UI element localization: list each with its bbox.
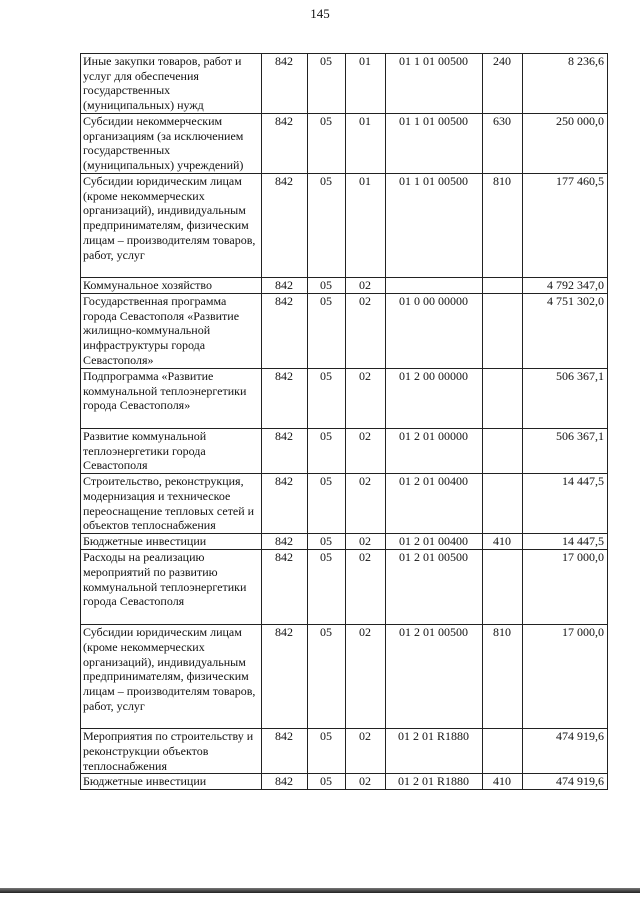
row-sum: 474 919,6 [523,774,608,790]
row-razdel: 05 [308,474,346,534]
row-sum: 177 460,5 [523,174,608,278]
row-sum: 14 447,5 [523,534,608,550]
row-sum: 4 751 302,0 [523,294,608,369]
row-csr: 01 2 01 00500 [386,550,483,625]
row-vedomstvo: 842 [262,625,308,729]
row-sum: 4 792 347,0 [523,278,608,294]
row-vr: 410 [483,534,523,550]
table-row [81,174,608,278]
row-name: Иные закупки товаров, работ и услуг для обеспечения государственных (муниципальных) нужд [81,54,262,114]
table-row [81,550,608,625]
row-name: Субсидии юридическим лицам (кроме некоммерческих организаций), индивидуальным предпринимателям, физическим лицам – производителям товаров, работ, услуг [81,625,262,729]
budget-table [80,53,608,790]
table-row [81,474,608,534]
row-razdel: 05 [308,429,346,474]
table-row [81,294,608,369]
row-name: Субсидии юридическим лицам (кроме некоммерческих организаций), индивидуальным предпринимателям, физическим лицам – производителям товаров, работ, услуг [81,174,262,278]
row-vedomstvo: 842 [262,369,308,429]
row-razdel: 05 [308,550,346,625]
row-vr [483,550,523,625]
row-csr: 01 2 01 00500 [386,625,483,729]
row-podrazdel: 02 [346,278,386,294]
row-vedomstvo: 842 [262,294,308,369]
row-name: Подпрограмма «Развитие коммунальной теплоэнергетики города Севастополя» [81,369,262,429]
table-row [81,625,608,729]
row-vr [483,729,523,774]
row-razdel: 05 [308,625,346,729]
row-razdel: 05 [308,774,346,790]
row-csr: 01 2 01 00400 [386,474,483,534]
row-csr: 01 2 01 R1880 [386,729,483,774]
row-name: Субсидии некоммерческим организациям (за исключением государственных (муниципальных) учреждений) [81,114,262,174]
row-razdel: 05 [308,278,346,294]
row-vr: 810 [483,174,523,278]
row-vedomstvo: 842 [262,729,308,774]
row-podrazdel: 02 [346,294,386,369]
row-vedomstvo: 842 [262,174,308,278]
row-vedomstvo: 842 [262,278,308,294]
row-name: Расходы на реализацию мероприятий по развитию коммунальной теплоэнергетики города Севастополя [81,550,262,625]
scan-bottom-edge [0,888,640,893]
row-vedomstvo: 842 [262,534,308,550]
row-razdel: 05 [308,174,346,278]
row-podrazdel: 02 [346,550,386,625]
row-podrazdel: 01 [346,114,386,174]
row-sum: 17 000,0 [523,550,608,625]
table-row [81,114,608,174]
row-name: Развитие коммунальной теплоэнергетики города Севастополя [81,429,262,474]
row-sum: 474 919,6 [523,729,608,774]
row-vr [483,369,523,429]
row-vedomstvo: 842 [262,550,308,625]
row-vr [483,429,523,474]
row-csr: 01 2 00 00000 [386,369,483,429]
row-csr: 01 2 01 00000 [386,429,483,474]
row-name: Мероприятия по строительству и реконструкции объектов теплоснабжения [81,729,262,774]
row-vedomstvo: 842 [262,429,308,474]
row-name: Государственная программа города Севастополя «Развитие жилищно-коммунальной инфраструктуры города Севастополя» [81,294,262,369]
row-vedomstvo: 842 [262,474,308,534]
row-razdel: 05 [308,369,346,429]
row-razdel: 05 [308,54,346,114]
row-sum: 506 367,1 [523,369,608,429]
row-vedomstvo: 842 [262,54,308,114]
row-podrazdel: 02 [346,774,386,790]
row-csr [386,278,483,294]
row-podrazdel: 01 [346,174,386,278]
row-vr: 630 [483,114,523,174]
row-vr [483,294,523,369]
row-csr: 01 2 01 R1880 [386,774,483,790]
row-vr [483,278,523,294]
row-vedomstvo: 842 [262,774,308,790]
row-podrazdel: 02 [346,474,386,534]
row-podrazdel: 02 [346,625,386,729]
row-razdel: 05 [308,114,346,174]
row-razdel: 05 [308,294,346,369]
row-csr: 01 1 01 00500 [386,54,483,114]
row-csr: 01 2 01 00400 [386,534,483,550]
row-csr: 01 0 00 00000 [386,294,483,369]
row-vr [483,474,523,534]
row-podrazdel: 02 [346,429,386,474]
table-row [81,429,608,474]
table-row [81,278,608,294]
row-podrazdel: 02 [346,369,386,429]
row-sum: 8 236,6 [523,54,608,114]
row-podrazdel: 01 [346,54,386,114]
budget-table-body [81,54,608,790]
row-name: Коммунальное хозяйство [81,278,262,294]
page-number: 145 [310,6,330,21]
row-name: Бюджетные инвестиции [81,534,262,550]
row-razdel: 05 [308,534,346,550]
row-vr: 810 [483,625,523,729]
row-csr: 01 1 01 00500 [386,174,483,278]
table-row [81,369,608,429]
table-row [81,534,608,550]
row-vedomstvo: 842 [262,114,308,174]
row-razdel: 05 [308,729,346,774]
row-sum: 250 000,0 [523,114,608,174]
table-row [81,729,608,774]
row-podrazdel: 02 [346,729,386,774]
row-podrazdel: 02 [346,534,386,550]
row-csr: 01 1 01 00500 [386,114,483,174]
row-vr: 240 [483,54,523,114]
table-row [81,774,608,790]
row-vr: 410 [483,774,523,790]
row-sum: 14 447,5 [523,474,608,534]
row-sum: 506 367,1 [523,429,608,474]
table-row [81,54,608,114]
row-name: Бюджетные инвестиции [81,774,262,790]
row-sum: 17 000,0 [523,625,608,729]
row-name: Строительство, реконструкция, модернизация и техническое переоснащение тепловых сетей и объектов теплоснабжения [81,474,262,534]
